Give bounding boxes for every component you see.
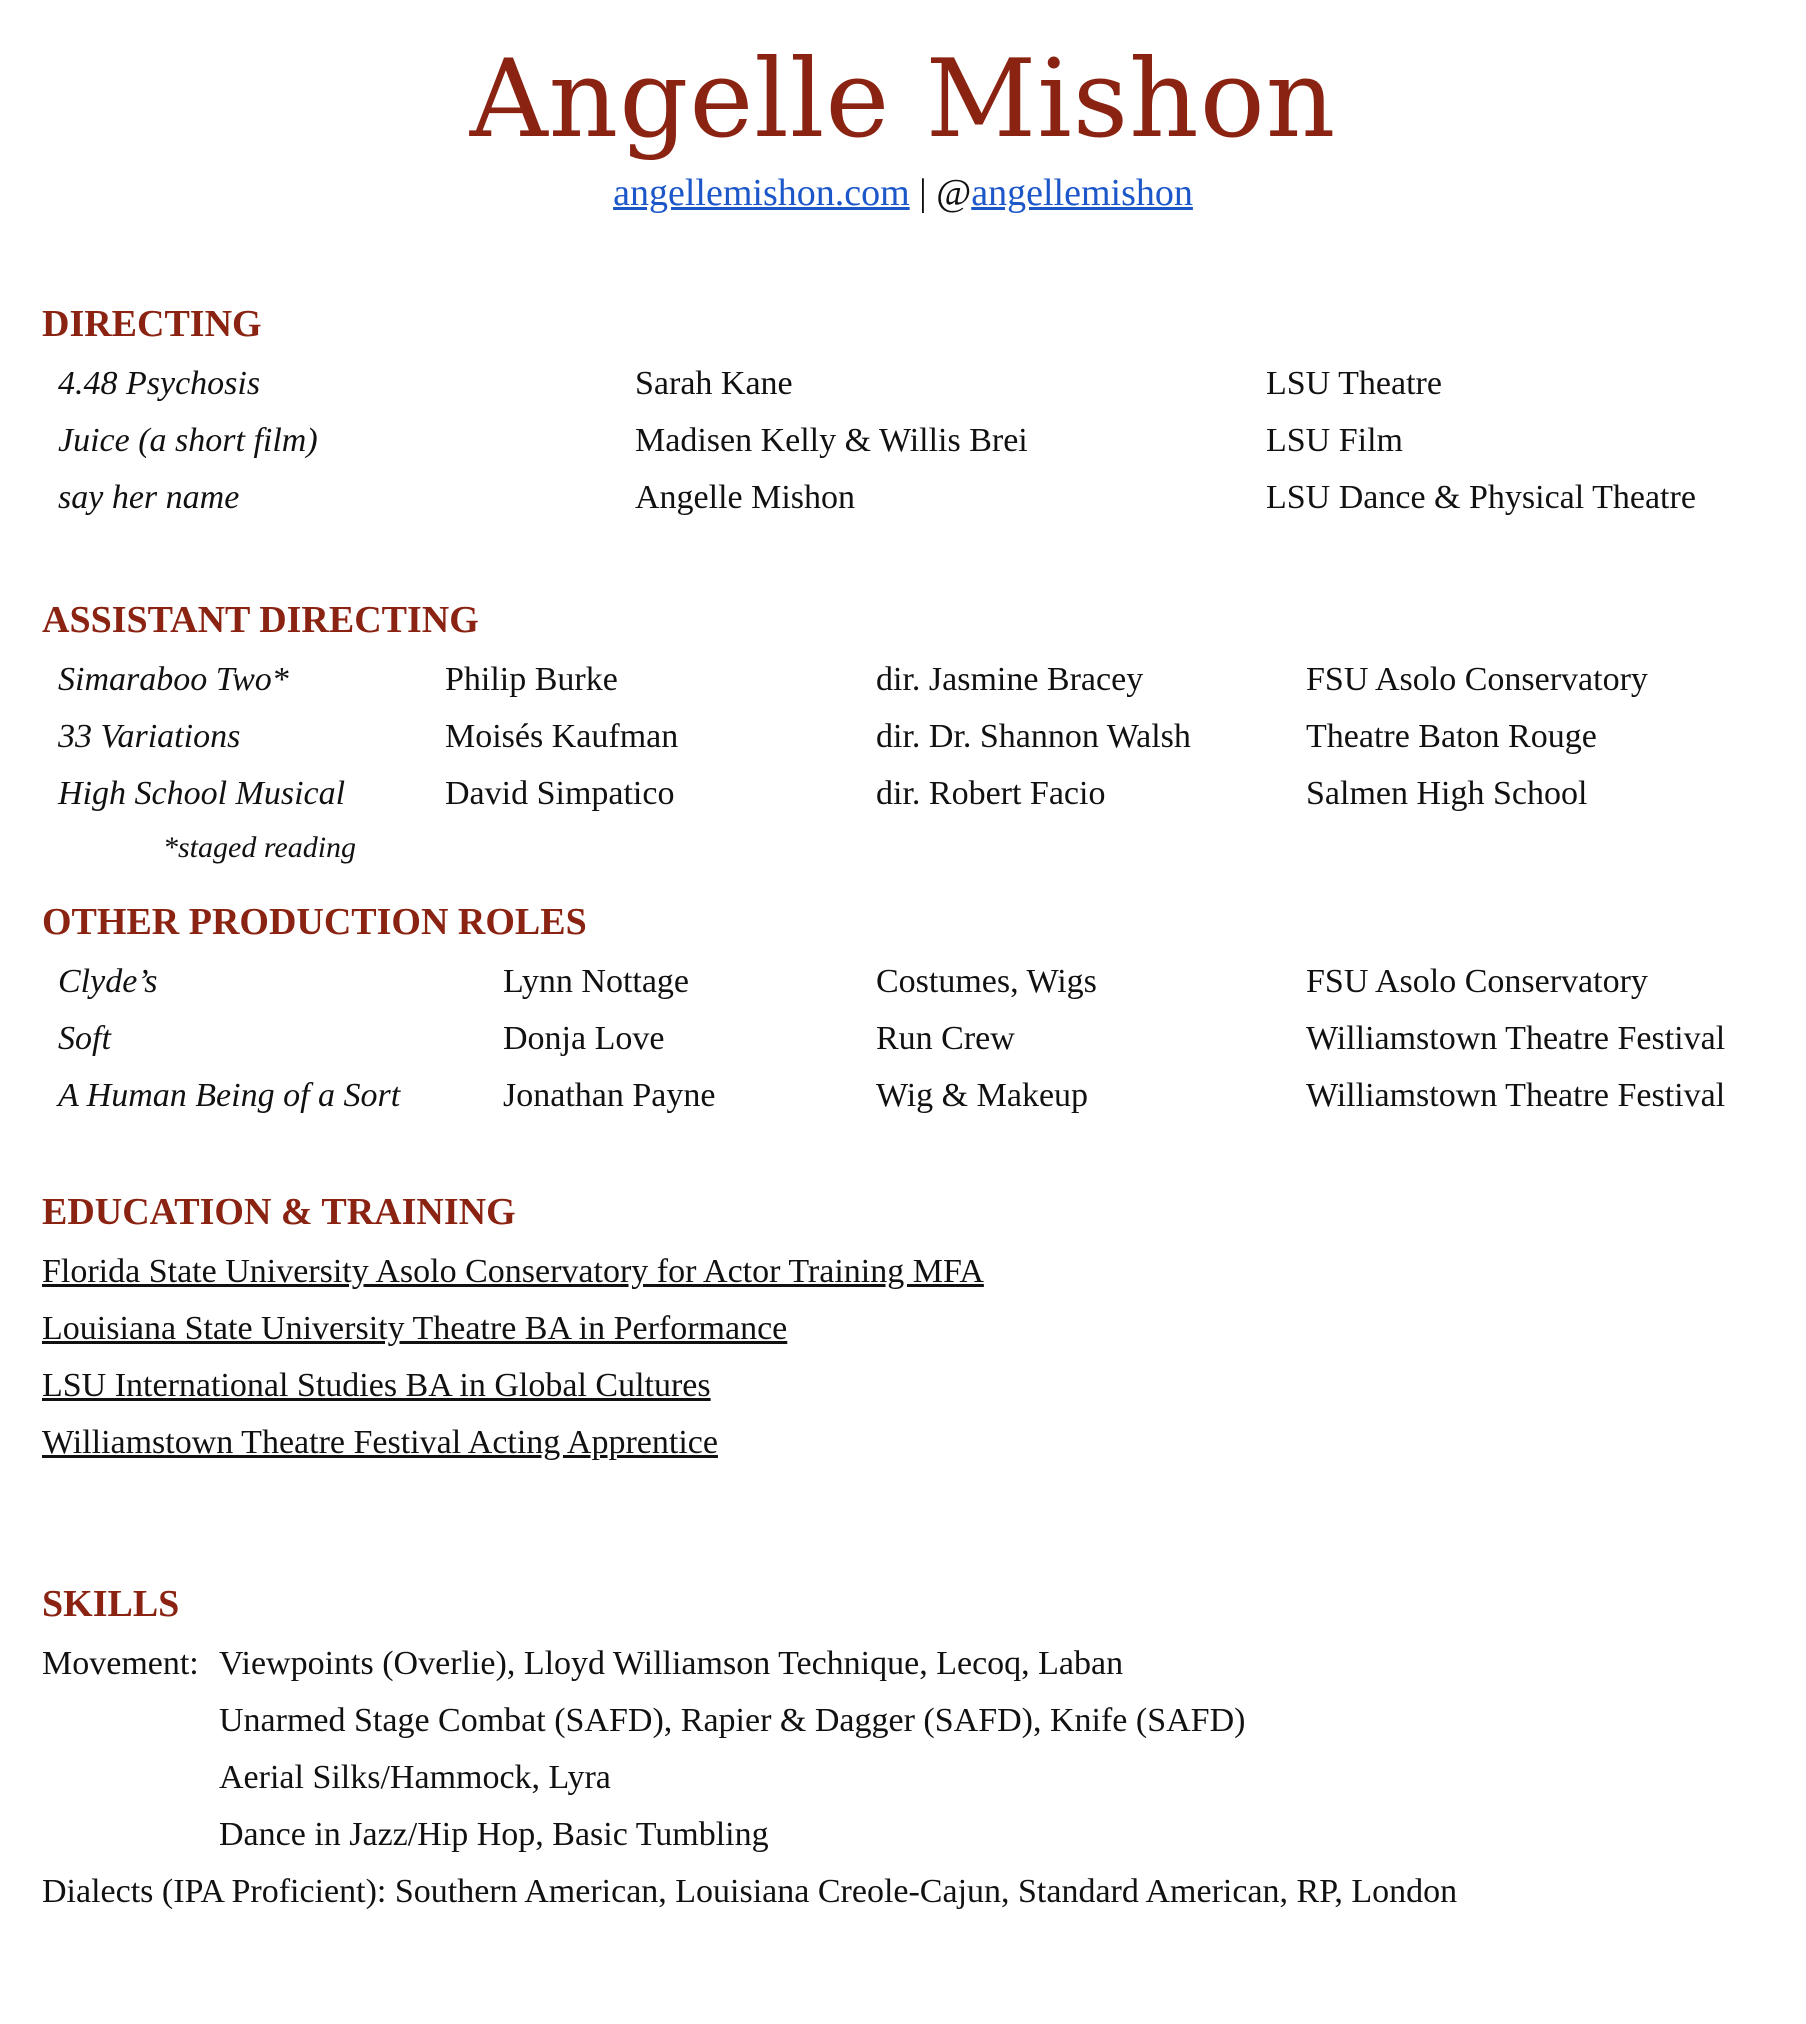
work-title: say her name <box>58 479 240 516</box>
contact-line <box>0 168 1806 218</box>
venue: LSU Dance & Physical Theatre <box>1266 479 1696 516</box>
assistant-directing-row <box>0 654 1806 706</box>
education-heading: EDUCATION & TRAINING <box>42 1191 516 1233</box>
venue: Theatre Baton Rouge <box>1306 718 1597 755</box>
work-title: 4.48 Psychosis <box>58 365 261 402</box>
assistant-directing-row <box>0 768 1806 820</box>
movement-skill: Viewpoints (Overlie), Lloyd Williamson Technique, Lecoq, Laban <box>219 1645 1124 1682</box>
work-title: Juice (a short film) <box>58 422 318 459</box>
author: David Simpatico <box>445 775 675 812</box>
movement-label: Movement: <box>42 1645 199 1682</box>
contact-separator: | @ <box>909 172 972 214</box>
movement-skill: Unarmed Stage Combat (SAFD), Rapier & Dagger (SAFD), Knife (SAFD) <box>219 1702 1246 1739</box>
education-item: Louisiana State University Theatre BA in Performance <box>42 1310 788 1347</box>
work-title: A Human Being of a Sort <box>58 1077 401 1114</box>
author: Jonathan Payne <box>503 1077 716 1114</box>
role: Wig & Makeup <box>876 1077 1089 1114</box>
assistant-directing-heading: ASSISTANT DIRECTING <box>42 599 479 641</box>
venue: Williamstown Theatre Festival <box>1306 1020 1726 1057</box>
director: dir. Robert Facio <box>876 775 1106 812</box>
director: dir. Dr. Shannon Walsh <box>876 718 1191 755</box>
author: Madisen Kelly & Willis Brei <box>635 422 1028 459</box>
directing-row <box>0 415 1806 467</box>
author: Moisés Kaufman <box>445 718 679 755</box>
education-item: Florida State University Asolo Conservatory for Actor Training MFA <box>42 1253 984 1290</box>
role: Run Crew <box>876 1020 1015 1057</box>
website-link[interactable]: angellemishon.com <box>613 172 910 214</box>
staged-reading-note: *staged reading <box>163 831 357 864</box>
resume-name: Angelle Mishon <box>469 37 1337 162</box>
directing-heading: DIRECTING <box>42 303 262 345</box>
author: Lynn Nottage <box>503 963 690 1000</box>
skills-heading: SKILLS <box>42 1583 180 1625</box>
author: Philip Burke <box>445 661 618 698</box>
directing-row <box>0 358 1806 410</box>
venue: FSU Asolo Conservatory <box>1306 661 1648 698</box>
author: Angelle Mishon <box>635 479 856 516</box>
production-role-row <box>0 1070 1806 1122</box>
other-production-roles-heading: OTHER PRODUCTION ROLES <box>42 901 587 943</box>
work-title: 33 Variations <box>58 718 241 755</box>
work-title: Simaraboo Two* <box>58 661 289 698</box>
author: Donja Love <box>503 1020 665 1057</box>
work-title: Soft <box>58 1020 111 1057</box>
work-title: High School Musical <box>58 775 346 812</box>
venue: Salmen High School <box>1306 775 1588 812</box>
venue: LSU Film <box>1266 422 1403 459</box>
director: dir. Jasmine Bracey <box>876 661 1144 698</box>
directing-row <box>0 472 1806 524</box>
production-role-row <box>0 956 1806 1008</box>
dialects-line: Dialects (IPA Proficient): Southern American, Louisiana Creole-Cajun, Standard American, RP, London <box>42 1873 1458 1910</box>
venue: LSU Theatre <box>1266 365 1442 402</box>
venue: Williamstown Theatre Festival <box>1306 1077 1726 1114</box>
author: Sarah Kane <box>635 365 793 402</box>
venue: FSU Asolo Conservatory <box>1306 963 1648 1000</box>
work-title: Clyde’s <box>58 963 158 1000</box>
movement-skill: Dance in Jazz/Hip Hop, Basic Tumbling <box>219 1816 769 1853</box>
social-handle-link[interactable]: angellemishon <box>971 172 1193 214</box>
assistant-directing-row <box>0 711 1806 763</box>
education-item: Williamstown Theatre Festival Acting Apprentice <box>42 1424 718 1461</box>
movement-skill: Aerial Silks/Hammock, Lyra <box>219 1759 611 1796</box>
role: Costumes, Wigs <box>876 963 1097 1000</box>
education-item: LSU International Studies BA in Global Cultures <box>42 1367 711 1404</box>
production-role-row <box>0 1013 1806 1065</box>
